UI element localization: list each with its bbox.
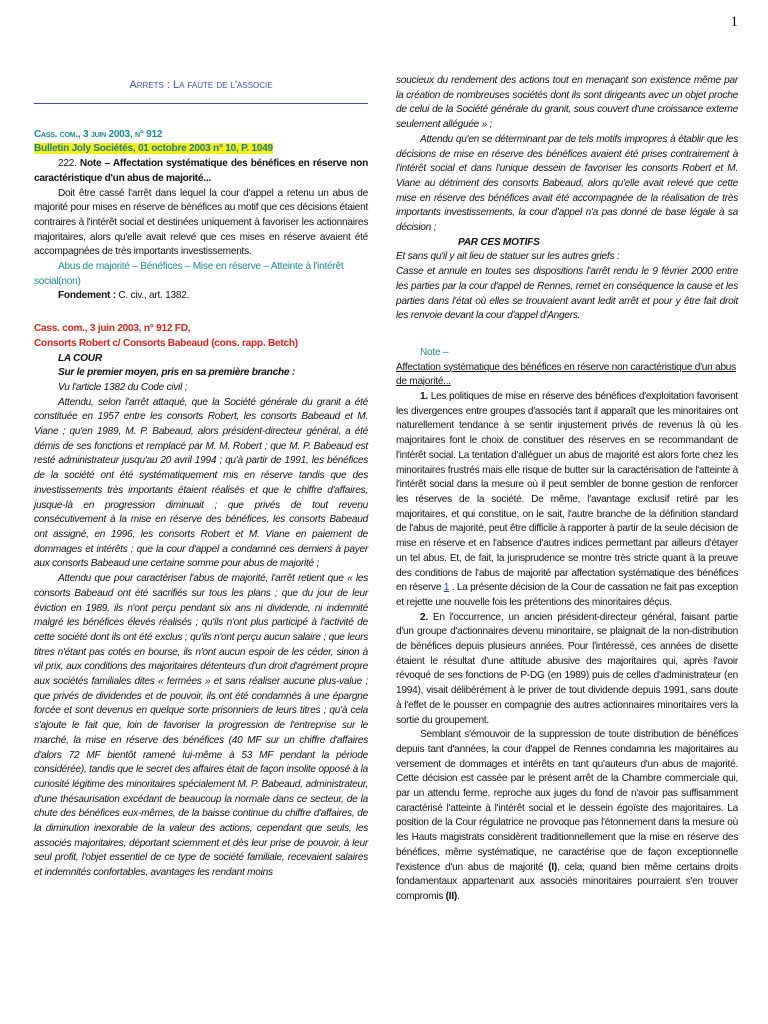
- continuation-text: soucieux du rendement des actions tout en menaçant son existence même par la création de nombreuses sociétés dont ils sont dirigeants avec un objet proche de celui de la Société générale du granit, sous couvert d'une croissance externe seulement alléguée » ;: [396, 75, 738, 131]
- note-paragraph-1: 1. Les politiques de mise en réserve des bénéfices d'exploitation favorisent les divergences entre groupes d'associés tant il apparaît que les minoritaires ont naturellement tendance à se sentir injustement privés de revenus là où les majoritaires font le choix de constituer des réserves en se recommandant de l'intérêt social. La tentation d'alléguer un abus de majorité est alors forte chez les minoritaires frustrés mais elle risque de butter sur la caractérisation de l'atteinte à l'intérêt social dans la mesure où il peut sembler de bonne gestion de renforcer les réserves de la société. De même, l'avantage exclusif retiré par les majoritaires, et qui constitue, on le sait, l'autre branche de la définition standard de l'abus de majorité, peut être difficile à rapporter à partir de la seule décision de mise en réserve et en l'absence d'autres indices permettant par ailleurs d'étayer un tel abus. Et, de fait, la jurisprudence se montre très stricte quant à la preuve des conditions de l'abus de majorité par affectation systématique des bénéfices en réserve 1 . La présente décision de la Cour de cassation ne fait pas exception et rejette une nouvelle fois les prétentions des minoritaires déçus.: [396, 391, 739, 608]
- note-paragraph-2-number: 2.: [420, 611, 428, 623]
- note-title: Note – Affectation systématique des bénéfices en réserve non caractéristique d'un abus de majorité...: [34, 158, 368, 184]
- note-label: Note –: [420, 346, 449, 358]
- bulletin-reference: Bulletin Joly Sociétés, 01 octobre 2003 n° 10, P. 1049: [34, 143, 273, 155]
- left-column: [34, 74, 368, 881]
- first-means: Sur le premier moyen, pris en sa première branche :: [58, 367, 295, 379]
- note-subtitle: Affectation systématique des bénéfices en réserve non caractéristique d'un abus de majorité...: [396, 361, 736, 388]
- document-title: Arrets : La faute de l'associe: [129, 79, 273, 91]
- paragraph-2: Attendu que pour caractériser l'abus de majorité, l'arrêt retient que « les consorts Babeaud ont été sacrifiés sur tous les plans ; que du jour de leur éviction en 1989, ils n'ont perçu pendant six ans ni dividende, ni indemnité malgré les bénéfices élevés réalisés ; qu'ils n'ont plus participé à l'activité de cette société dont ils ont été exclus ; qu'ils n'ont perçu aucun salaire ; que leurs titres n'étant pas cotés en bourse, ils n'ont aucun espoir de les céder, sinon à vil prix, aux conditions des majoritaires détenteurs d'un droit d'agrément propre aux sociétés familiales dites « fermées » et sans réaliser aucune plus-value ; que privés de dividendes et de pouvoir, ils ont été condamnés à une épargne forcée et sont devenus en quelque sorte prisonniers de leurs titres ; qu'à cela s'ajoute le fait que, loin de favoriser la progression de l'entreprise sur le marché, la mise en réserve des bénéfices (40 MF sur un chiffre d'affaires d'alors 72 MF bientôt ramené lui-même à 53 MF pendant la période considérée), tandis que le secret des affaires était de façon insolite opposé à la curiosité légitime des minoritaires spécialement M. P. Babeaud, administrateur, d'une thésaurisation excédant de beaucoup la normale dans ce secteur, de la chute des bénéfices eux-mêmes, de la baisse continue du chiffre d'affaires, de la diminution inexorable de la valeur des actions, cependant que seuls, les associés majoritaires, déportant sciemment et dès leur prise de pouvoir, à leur seul profit, l'objet essentiel de ce type de société familiale, recevaient salaires et indemnités confortables, avantages les rendant moins: [34, 573, 368, 879]
- sans-quil: Et sans qu'il y ait lieu de statuer sur les autres griefs :: [396, 251, 620, 263]
- note-paragraph-2: 2. En l'occurrence, un ancien président-directeur général, faisant partie d'un groupe d'actionnaires devenu minoritaire, se plaignait de la non-distribution de bénéfices depuis plusieurs années. Pour l'intéressé, ces années de disette étaient le résultat d'une attitude abusive des majoritaires qui, après l'avoir révoqué de ses fonctions de P-DG (en 1989) puis de celles d'administrateur (en 1994), visait délibérément à le priver de tout dividende depuis 1991, sans doute à l'effet de le pousser en compagnie des autres actionnaires minoritaires vers la sortie du groupement.: [396, 611, 738, 726]
- note-paragraph-1-number: 1.: [420, 391, 428, 403]
- fondement: [34, 289, 368, 304]
- attendu-paragraph: Attendu qu'en se déterminant par de tels motifs impropres à établir que les décisions de mise en réserve des bénéfices avaient été prises contrairement à l'intérêt social et dans l'unique dessein de favoriser les consorts Robert et M. Viane au détriment des consorts Babeaud, alors qu'elle avait relevé que cette mise en réserve des bénéfices avait été accompagnée de la réalisation de très importants investissements, la cour d'appel n'a pas donné de base légale à sa décision ;: [396, 133, 738, 234]
- casse-paragraph: Casse et annule en toutes ses dispositions l'arrêt rendu le 9 février 2000 entre les parties par la cour d'appel de Rennes, remet en conséquence la cause et les parties dans l'état où elles se trouvaient avant ledit arrêt et pour y être fait droit les renvoie devant la cour d'appel d'Angers.: [396, 266, 738, 322]
- section-ref-2: (II): [445, 890, 458, 902]
- title-divider: [34, 103, 368, 104]
- paragraph-1: Attendu, selon l'arrêt attaqué, que la Société générale du granit a été constituée en 1957 entre les consorts Robert, les consorts Babeaud et M. Viane ; qu'en 1989, M. P. Babeaud, alors président-directeur général, a été démis de ses fonctions et remplacé par M. M. Robert ; que M. P. Babeaud est resté administrateur jusqu'au 20 avril 1994 ; qu'à partir de 1991, les bénéfices de la société ont été systématiquement mis en réserve tandis que des investissements très importants étaient réalisés et que le chiffre d'affaires, jusque-là en progression diminuait ; que privés de tout revenu consécutivement à la mise en réserve des bénéfices, les consorts Babeaud ont assigné, en 1996, les consorts Robert et M. Viane en paiement de dommages et intérêts ; que la cour d'appel a condamné ces derniers à payer aux consorts Babeaud une certaine somme pour abus de majorité ;: [34, 396, 368, 570]
- fondement-label: Fondement :: [58, 290, 116, 302]
- note-number: 222.: [58, 158, 77, 170]
- case-line-1: Cass. com., 3 juin 2003, n° 912 FD,: [34, 323, 191, 335]
- page-number: 1: [730, 14, 738, 30]
- section-ref-1: (I): [548, 861, 558, 873]
- case-reference: Cass. com., 3 juin 2003, n° 912: [34, 128, 163, 140]
- la-cour-heading: LA COUR: [58, 352, 102, 364]
- note-paragraph-3: Semblant s'émouvoir de la suppression de toute distribution de bénéfices depuis tant d'années, la cour d'appel de Rennes condamna les majoritaires au versement de dommages et intérêts en tant qu'auteurs d'un abus de majorité. Cette décision est cassée par le présent arrêt de la Chambre commerciale qui, par un attendu ferme, reproche aux juges du fond de n'avoir pas suffisamment caractérisé l'atteinte à l'intérêt social et le dessein égoïste des majoritaires. La position de la Cour régulatrice ne provoque pas l'étonnement dans la mesure où les Hauts magistrats considèrent traditionnellement que la mise en réserve des bénéfices, même systématique, ne caractérise que de façon exceptionnelle l'existence d'un abus de majorité (I), cela, quand bien même certains droits fondamentaux appartenant aux associés minoritaires pourraient s'en trouver compromis (II).: [396, 729, 738, 902]
- keywords: Abus de majorité – Bénéfices – Mise en réserve – Atteinte à l'intérêt social(non): [34, 261, 344, 287]
- case-summary: Doit être cassé l'arrêt dans lequel la cour d'appel a retenu un abus de majorité pour mises en réserve de bénéfices au motif que ces décisions étaient contraires à l'intérêt social et destinées uniquement à favoriser les actionnaires majoritaires, alors qu'elle avait relevé que ces mises en réserve avaient été accompagnées de très importants investissements.: [34, 187, 368, 258]
- footnote-link-1[interactable]: 1: [443, 582, 450, 594]
- fondement-value: C. civ., art. 1382.: [115, 290, 190, 302]
- par-ces-motifs: PAR CES MOTIFS: [458, 236, 540, 248]
- vu-article: Vu l'article 1382 du Code civil ;: [58, 381, 188, 393]
- case-line-2: Consorts Robert c/ Consorts Babeaud (cons. rapp. Betch): [34, 337, 298, 349]
- right-column: [396, 74, 738, 905]
- note-heading: [34, 157, 368, 186]
